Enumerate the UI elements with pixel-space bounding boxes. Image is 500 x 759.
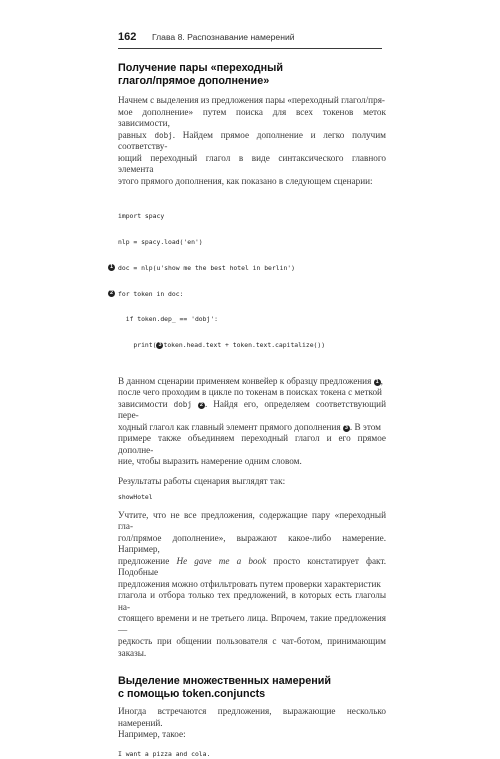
inline-code-dobj: dobj [154,130,173,140]
code-text: print( [118,341,157,350]
code-text: for token in doc: [118,289,184,298]
text-fragment: зависимости [118,398,174,409]
code-listing [109,195,386,367]
text-fragment: . Найдем прямое дополнение и легко получим соответству- [118,129,386,151]
text-fragment: . В этом [349,421,381,432]
code-example: I want a pizza and cola. [118,749,211,758]
text-fragment: предложение [118,555,177,566]
paragraph-results: Результаты работы сценария выглядят так: [118,475,286,486]
italic-example: He gave me a book [176,555,267,566]
page-number: 162 [118,31,137,43]
text-line [118,422,386,434]
callout-marker: 3 [344,424,348,431]
code-line [118,238,386,247]
heading-line: Получение пары «переходный [118,62,283,74]
text-fragment: просто констатирует факт. Подобные [118,555,386,578]
paragraph-explanation [118,376,386,468]
text-line: мое дополнение» путем поиска для всех токенов меток зависимости, [118,106,386,128]
text-fragment: равных [118,129,155,140]
inline-code-dobj: dobj [173,399,192,409]
text-line: ющий переходный глагол в виде синтаксического главного элемента [118,152,386,174]
code-line [109,289,386,299]
text-line: этого прямого дополнения, как показано в следующем сценарии: [118,175,373,186]
code-text: if token.dep_ == 'dobj': [118,315,219,324]
paragraph-note [118,510,386,660]
text-line: Учтите, что не все предложения, содержащие пару «переходный гла- [118,509,386,532]
text-line [118,399,386,422]
paragraph-intro [118,95,386,187]
heading-line: глагол/прямое дополнение» [118,74,270,87]
text-line: гол/прямое дополнение», выражают какое-либо намерение. Например, [118,532,386,555]
text-fragment: . Найдя его, определяем соответствующий пере- [118,398,387,421]
text-line: ние, чтобы выразить намерение одним словом. [118,456,302,467]
page-content [109,58,387,759]
text-line [118,376,386,388]
callout-marker: 1 [109,264,114,271]
callout-marker: 2 [199,401,203,408]
text-line: после чего проходим в цикле по токенам в поисках токена с меткой [118,387,382,398]
text-line: стоящего времени и не третьего лица. Впрочем, такие предложения — [118,613,386,635]
text-line: Начнем с выделения из предложения пары «переходный глагол/пря- [118,95,385,105]
text-line [118,130,386,153]
code-text: token.head.text + token.text.capitalize()) [163,341,326,350]
code-output: showHotel [118,493,153,502]
text-fragment: ходный глагол как главный элемент прямого дополнения [118,421,343,432]
code-text: import spacy [118,212,165,221]
page-header [118,28,382,49]
text-fragment: В данном сценарии применяем конвейер к образцу предложения [118,375,374,386]
code-line [109,263,386,273]
text-line: Например, такое: [118,729,186,740]
code-line [118,341,386,350]
code-line [118,315,386,324]
section-heading-transitive-verb [118,62,386,87]
text-line [118,556,386,579]
heading-line: Выделение множественных намерений [118,675,332,688]
section-heading-multiple-intents [118,675,386,700]
callout-marker: 2 [109,290,114,297]
text-line: глагола и отбора только тех предложений, в которых есть глаголы на- [118,590,386,612]
text-line: редкость при общении пользователя с чат-ботом, принимающим заказы. [118,636,386,658]
chapter-title: Глава 8. Распознавание намерений [152,32,295,42]
callout-marker: 1 [375,378,379,385]
callout-marker: 3 [158,342,162,349]
text-line: примере также объединяем переходный глагол и его прямое дополне- [118,433,386,455]
text-line: Иногда встречаются предложения, выражающие несколько намерений. [118,706,386,728]
code-line [118,212,386,221]
text-fragment: , [380,375,383,386]
paragraph-multiple-intents [118,706,386,741]
code-text: nlp = spacy.load('en') [118,237,203,246]
heading-line: с помощью token.conjuncts [118,687,266,700]
text-line: предложения можно отфильтровать путем проверки характеристик [118,578,381,589]
code-text: doc = nlp(u'show me the best hotel in berlin') [118,263,295,272]
